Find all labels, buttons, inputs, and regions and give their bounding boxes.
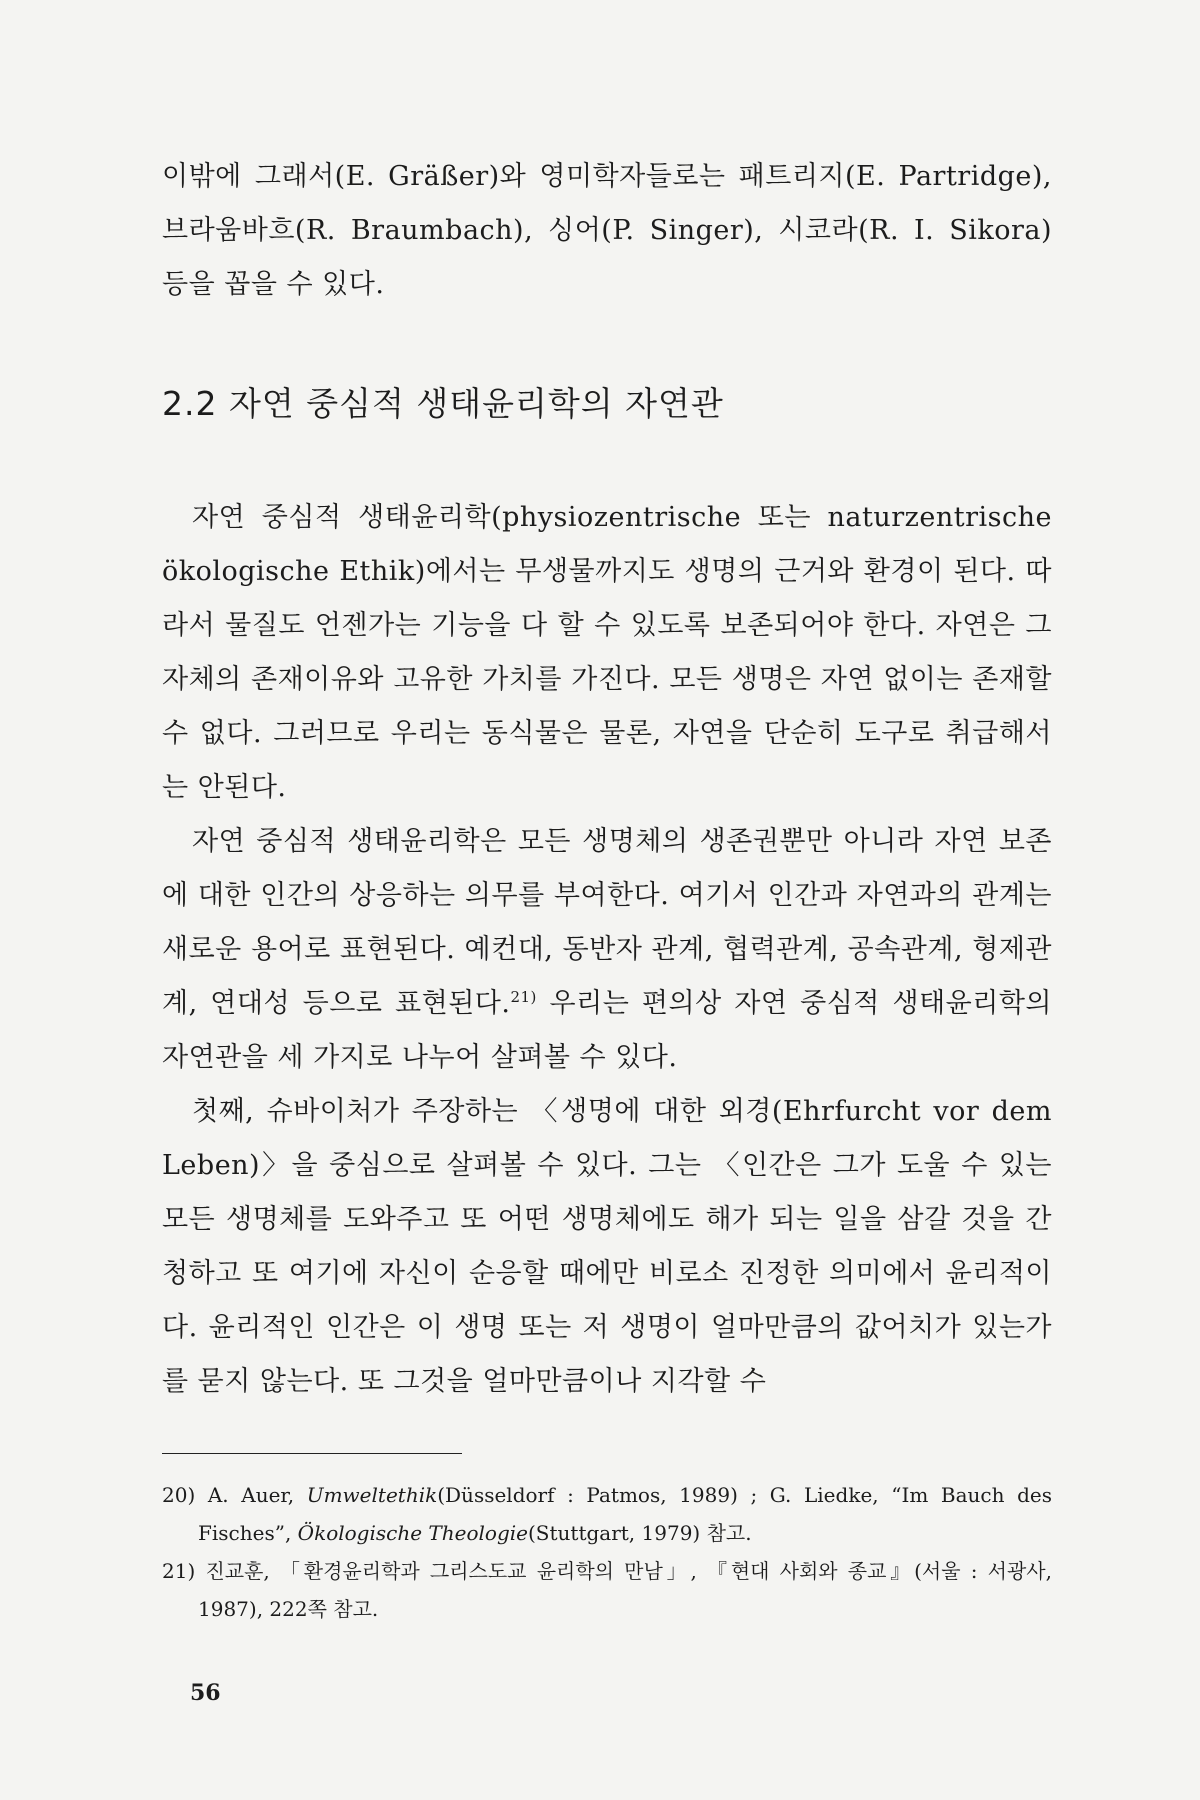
footnote-20-title-1: Umweltethik (306, 1483, 438, 1507)
paragraph-3: 첫째, 슈바이처가 주장하는 〈생명에 대한 외경(Ehrfurcht vor dem Leben)〉을 중심으로 살펴볼 수 있다. 그는 〈인간은 그가 도울 수 있는 모든 생명체를 도와주고 또 어떤 생명체에도 해가 되는 일을 삼갈 것을 간청하고 또 여기에 자신이 순응할 때에만 비로소 진정한 의미에서 윤리적이다. 윤리적인 인간은 이 생명 또는 저 생명이 얼마만큼의 값어치가 있는가를 묻지 않는다. 또 그것을 얼마만큼이나 지각할 수 (162, 1096, 1052, 1397)
footnote-20-text-c: (Stuttgart, 1979) 참고. (527, 1521, 752, 1545)
intro-paragraph: 이밖에 그래서(E. Gräßer)와 영미학자들로는 패트리지(E. Partridge), 브라움바흐(R. Braumbach), 싱어(P. Singer), 시코라(R. I. Sikora) 등을 꼽을 수 있다. (162, 161, 1052, 300)
footnote-20-number: 20) (162, 1483, 196, 1507)
footnote-21-text: 진교훈, 「환경윤리학과 그리스도교 윤리학의 만남」, 『현대 사회와 종교』(서울 : 서광사, 1987), 222쪽 참고. (195, 1559, 1052, 1621)
footnote-ref-21[interactable]: 21) (510, 988, 537, 1006)
paragraph-2 (162, 815, 1052, 1085)
paragraph-1: 자연 중심적 생태윤리학(physiozentrische 또는 naturzentrische ökologische Ethik)에서는 무생물까지도 생명의 근거와 환경이 된다. 따라서 물질도 언젠가는 기능을 다 할 수 있도록 보존되어야 한다. 자연은 그 자체의 존재이유와 고유한 가치를 가진다. 모든 생명은 자연 없이는 존재할 수 없다. 그러므로 우리는 동식물은 물론, 자연을 단순히 도구로 취급해서는 안된다. (162, 502, 1052, 803)
footnote-divider (162, 1453, 462, 1454)
paragraph-2-tail: 우리는 편의상 자연 중심적 생태윤리학의 자연관을 세 가지로 나누어 살펴볼 수 있다. (162, 988, 1052, 1073)
footnote-20 (162, 1476, 1052, 1552)
footnote-20-text-a: A. Auer, (195, 1483, 307, 1507)
footnote-20-title-2: Ökologische Theologie (297, 1521, 528, 1545)
paragraph-2-text: 자연 중심적 생태윤리학은 모든 생명체의 생존권뿐만 아니라 자연 보존에 대한 인간의 상응하는 의무를 부여한다. 여기서 인간과 자연과의 관계는 새로운 용어로 표현된다. 예컨대, 동반자 관계, 협력관계, 공속관계, 형제관계, 연대성 등으로 표현된다. (162, 826, 1052, 1019)
section-title: 2.2 자연 중심적 생태윤리학의 자연관 (162, 384, 724, 423)
footnote-20-text-b: (Düsseldorf : Patmos, 1989) ; G. Liedke, “Im Bauch des Fisches”, (198, 1483, 1052, 1545)
page-body (162, 150, 1052, 1628)
footnote-21-number: 21) (162, 1559, 196, 1583)
page-number: 56 (190, 1680, 221, 1706)
footnote-21 (162, 1552, 1052, 1628)
